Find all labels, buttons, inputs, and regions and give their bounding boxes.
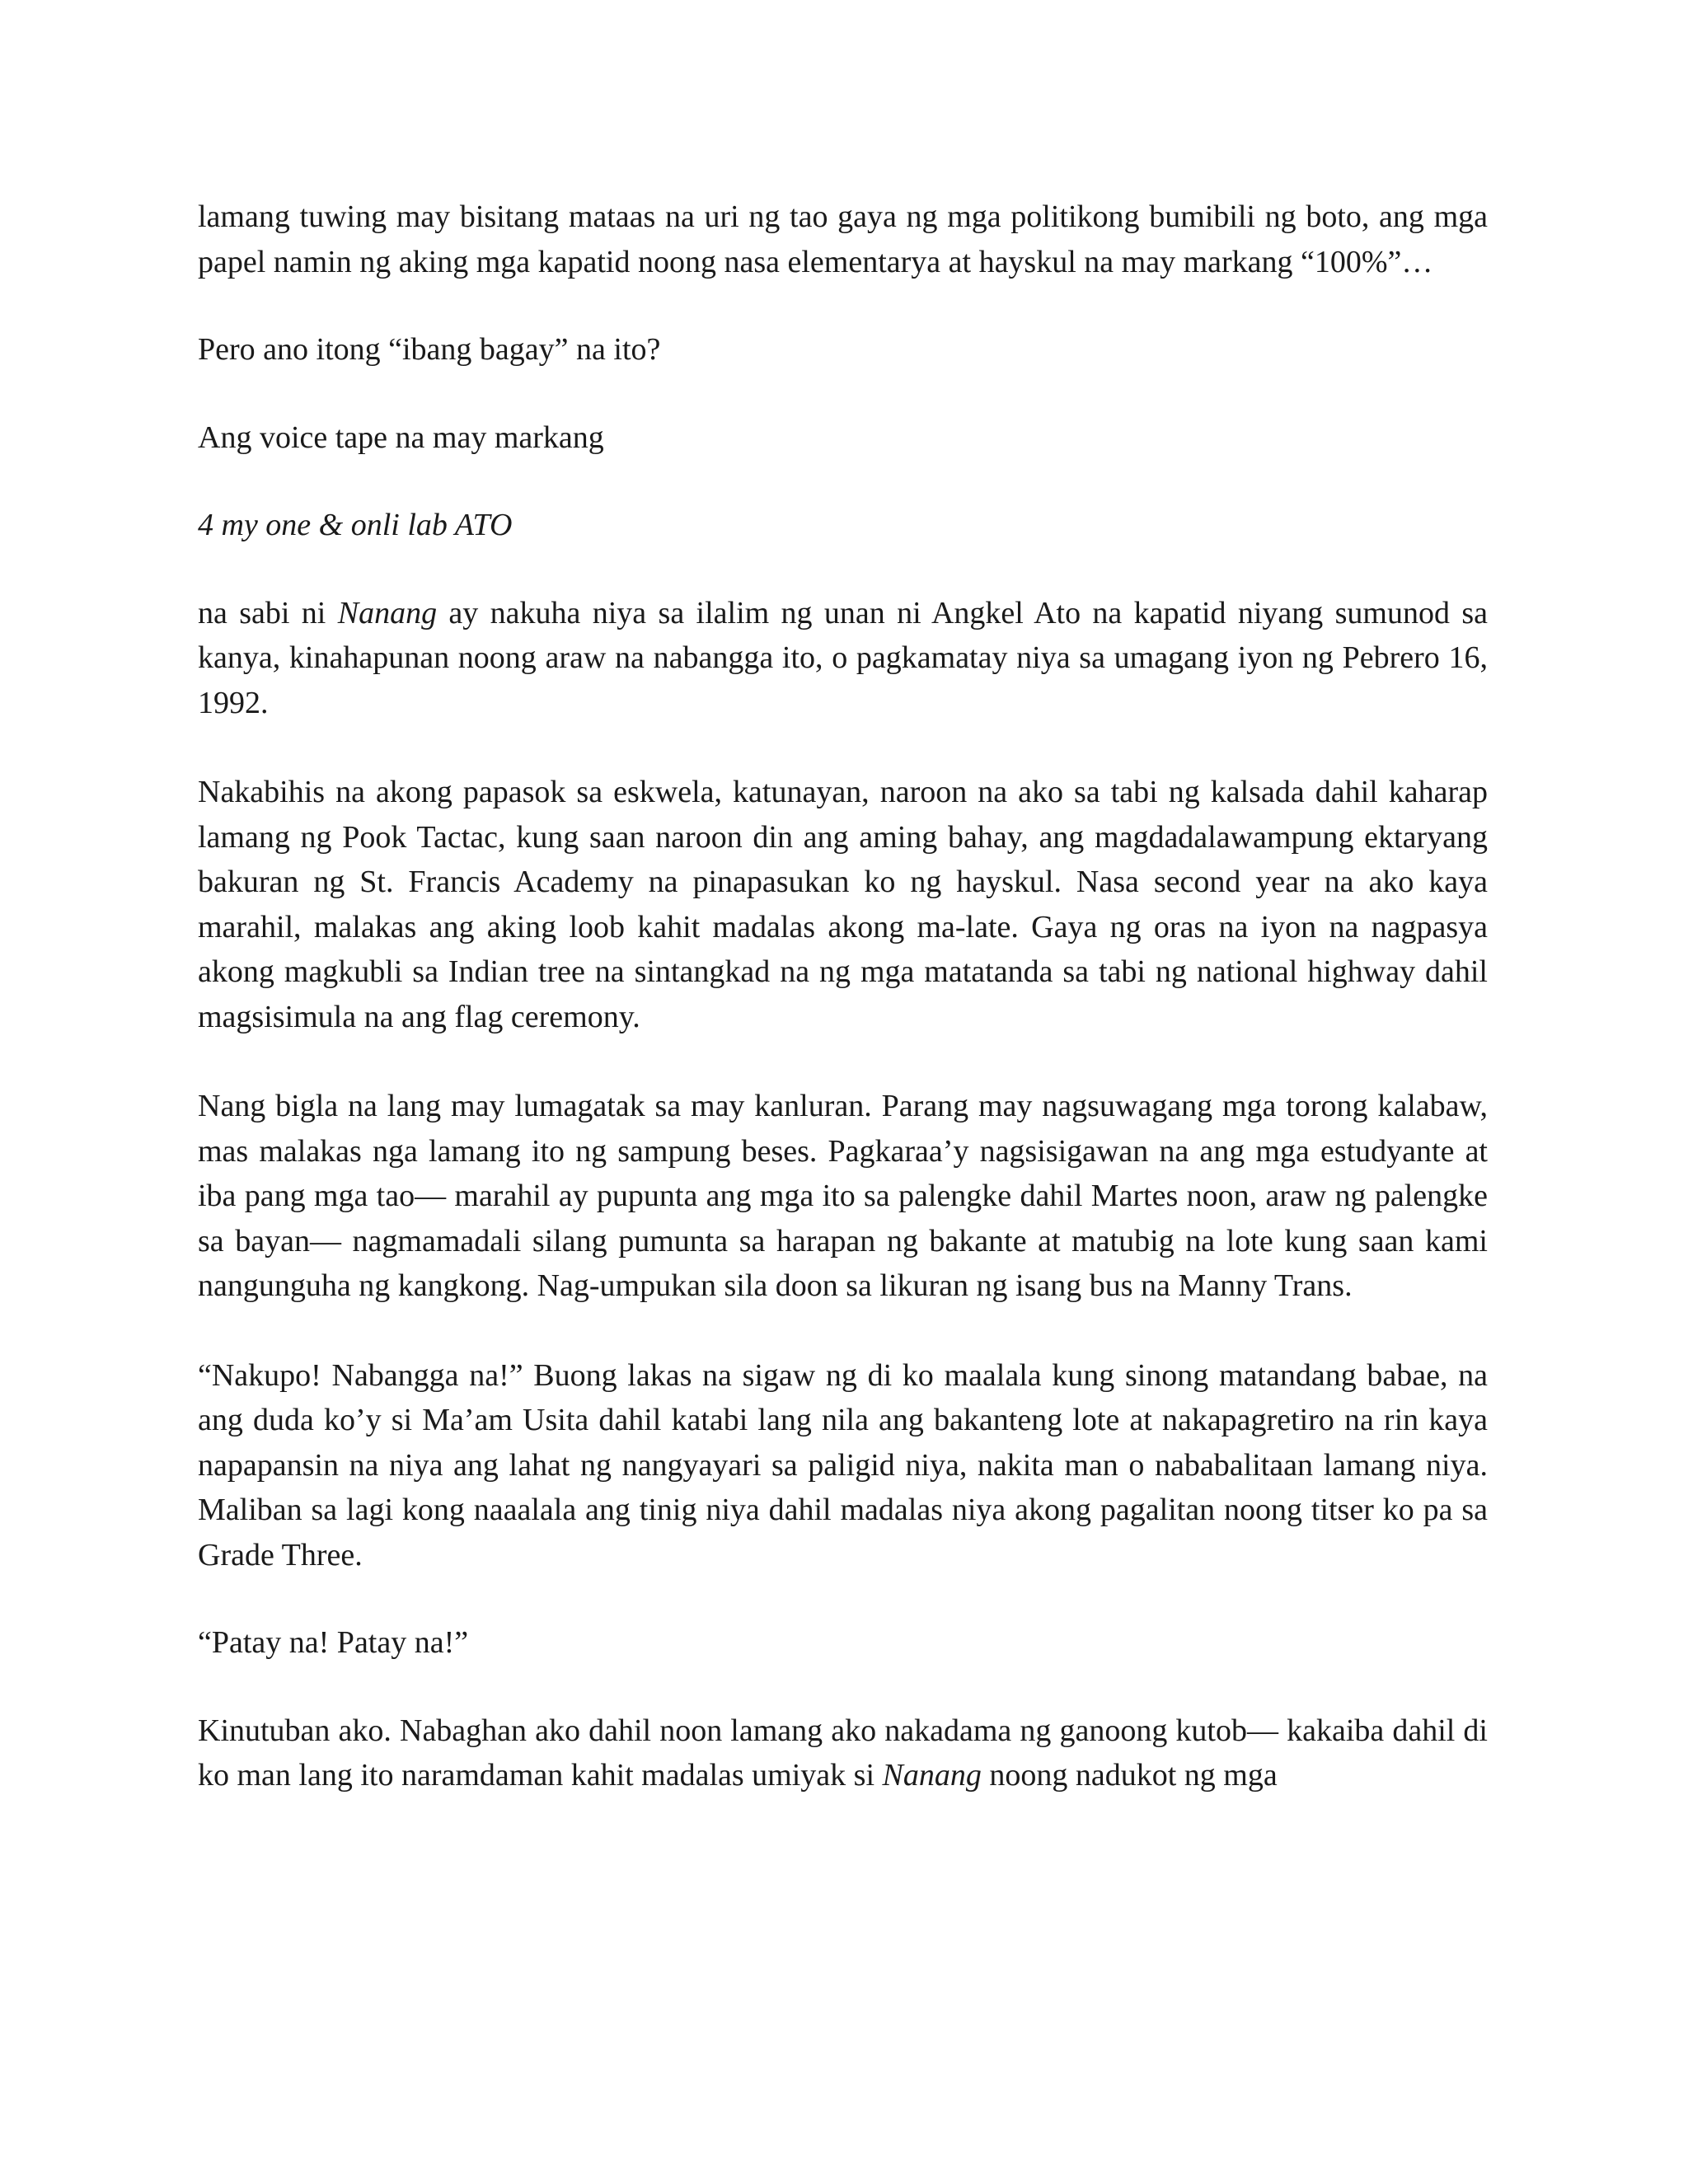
paragraph-9 <box>198 1620 1488 1666</box>
paragraph-7 <box>198 1084 1488 1309</box>
paragraph-10-italic-name: Nanang <box>882 1758 982 1793</box>
paragraph-5 <box>198 591 1488 726</box>
paragraph-8 <box>198 1353 1488 1578</box>
document-page <box>198 194 1488 1798</box>
paragraph-2 <box>198 327 1488 373</box>
paragraph-10 <box>198 1708 1488 1798</box>
paragraph-6-text: Nakabihis na akong papasok sa eskwela, katunayan, naroon na ako sa tabi ng kalsada dahil kaharap lamang ng Pook Tactac, kung saan naroon din ang aming bahay, ang magdadalawampung ektaryang bakuran ng St. Francis Academy na pinapasukan ko ng hayskul. Nasa second year na ako kaya marahil, malakas ang aking loob kahit madalas akong ma-late. Gaya ng oras na iyon na nagpasya akong magkubli sa Indian tree na sintangkad na ng mga matatanda sa tabi ng national highway dahil magsisimula na ang flag ceremony. <box>198 775 1488 1034</box>
paragraph-3 <box>198 415 1488 461</box>
paragraph-8-text: “Nakupo! Nabangga na!” Buong lakas na sigaw ng di ko maalala kung sinong matandang babae, na ang duda ko’y si Ma’am Usita dahil katabi lang nila ang bakanteng lote at nakapagretiro na rin kaya napapansin na niya ang lahat ng nangyayari sa paligid niya, nakita man o nababalitaan lamang niya. Maliban sa lagi kong naaalala ang tinig niya dahil madalas niya akong pagalitan noong titser ko pa sa Grade Three. <box>198 1357 1488 1572</box>
paragraph-2-text: Pero ano itong “ibang bagay” na ito? <box>198 332 661 367</box>
paragraph-5-italic-name: Nanang <box>337 595 438 630</box>
paragraph-1 <box>198 194 1488 284</box>
paragraph-7-text: Nang bigla na lang may lumagatak sa may kanluran. Parang may nagsuwagang mga torong kalabaw, mas malakas nga lamang ito ng sampung beses. Pagkaraa’y nagsisigawan na ang mga estudyante at iba pang mga tao— marahil ay pupunta ang mga ito sa palengke dahil Martes noon, araw ng palengke sa bayan— nagmamadali silang pumunta sa harapan ng bakante at matubig na lote kung saan kami nangunguha ng kangkong. Nag-umpukan sila doon sa likuran ng isang bus na Manny Trans. <box>198 1089 1488 1303</box>
paragraph-3-text: Ang voice tape na may markang <box>198 419 604 455</box>
paragraph-6 <box>198 770 1488 1039</box>
tape-label-text: 4 my one & onli lab ATO <box>198 508 513 542</box>
paragraph-5-text-a: na sabi ni <box>198 595 338 630</box>
paragraph-10-text-b: noong nadukot ng mga <box>981 1758 1278 1793</box>
paragraph-5-text-b: ay nakuha niya sa ilalim ng unan ni Angkel Ato na kapatid niyang sumunod sa kanya, kinahapunan noong araw na nabangga ito, o pagkamatay niya sa umagang iyon ng Pebrero 16, 1992. <box>198 595 1488 720</box>
paragraph-1-text: lamang tuwing may bisitang mataas na uri ng tao gaya ng mga politikong bumibili ng boto, ang mga papel namin ng aking mga kapatid noong nasa elementarya at hayskul na may markang “100%”… <box>198 199 1488 279</box>
paragraph-10-text-a: Kinutuban ako. Nabaghan ako dahil noon lamang ako nakadama ng ganoong kutob— kakaiba dahil di ko man lang ito naramdaman kahit madalas umiyak si <box>198 1713 1488 1793</box>
paragraph-9-text: “Patay na! Patay na!” <box>198 1625 469 1660</box>
tape-label-line <box>198 503 1488 548</box>
